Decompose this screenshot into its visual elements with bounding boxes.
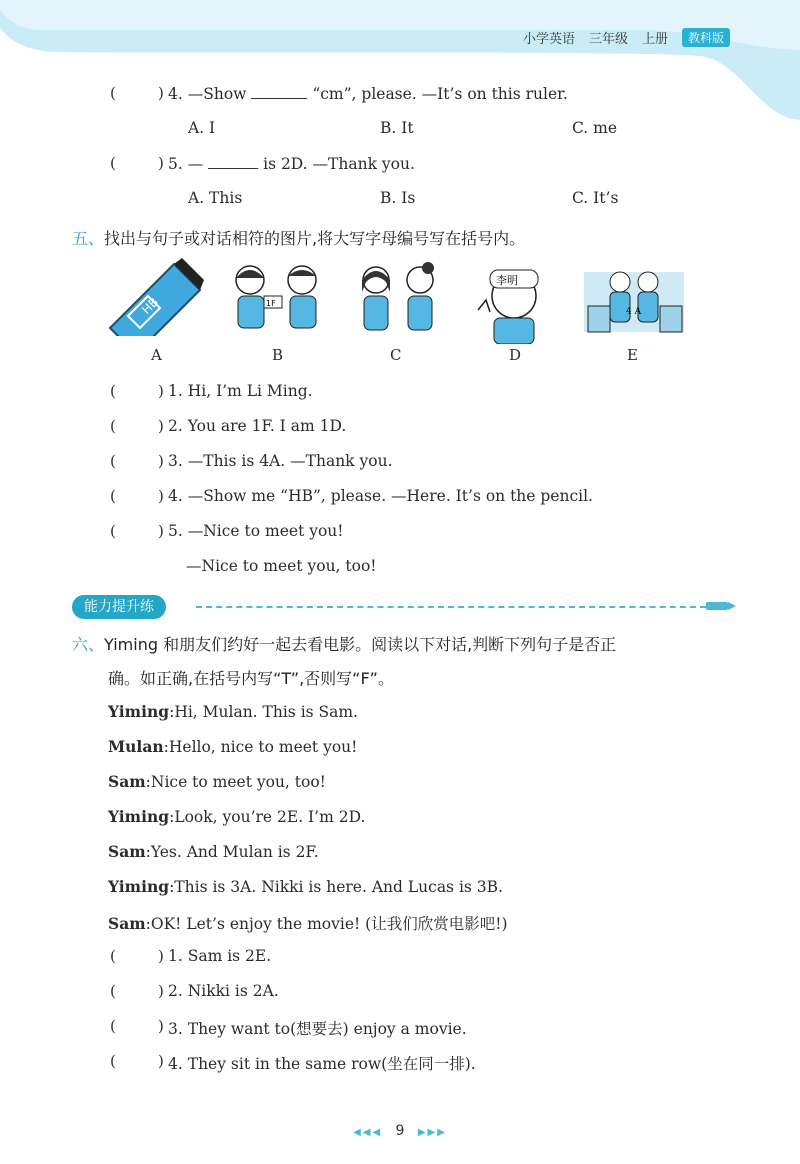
pencil-hb-text: HB [139, 294, 162, 317]
question-text-after: “cm”, please. —It’s on this ruler. [312, 85, 568, 103]
dialogue-line [108, 737, 357, 756]
answer-paren-close: ) [158, 982, 164, 1000]
header-subject: 小学英语 [522, 32, 575, 47]
item-number: 1. [168, 382, 183, 400]
page-footer [0, 1123, 800, 1139]
dialogue-line [108, 842, 319, 861]
judge-item-1 [168, 947, 271, 965]
answer-paren-open: ( [110, 487, 116, 505]
item-text: —This is 4A. —Thank you. [187, 452, 393, 470]
right-arrows-icon: ▶▶▶ [417, 1127, 447, 1138]
answer-paren-open: ( [110, 382, 116, 400]
item-text: —Nice to meet you! [187, 522, 344, 540]
match-item-1 [168, 382, 313, 400]
item-number: 2. [168, 982, 183, 1000]
colon: : [163, 738, 169, 756]
colon: : [145, 915, 151, 933]
fill-blank[interactable] [251, 84, 307, 99]
item-text: They want to(想要去) enjoy a movie. [187, 1020, 467, 1038]
section-title-line2: 确。如正确,在括号内写“T”,否则写“F”。 [108, 669, 394, 688]
dialogue-line [108, 702, 358, 721]
answer-paren-close: ) [158, 1052, 164, 1070]
dialogue-line [108, 807, 365, 826]
dialogue-line [108, 772, 326, 791]
picture-label-c: C [390, 346, 402, 364]
answer-paren-close: ) [158, 84, 164, 102]
ticket-1f-text: 1F [266, 299, 276, 308]
answer-paren-close: ) [158, 1017, 164, 1035]
item-number: 4. [168, 1055, 183, 1073]
answer-paren-close: ) [158, 487, 164, 505]
match-item-5 [168, 522, 344, 540]
answer-paren-close: ) [158, 417, 164, 435]
option-a: A. This [188, 189, 243, 207]
item-text: —Show me “HB”, please. —Here. It’s on the pencil. [187, 487, 593, 505]
item-number: 4. [168, 487, 183, 505]
left-arrows-icon: ◀◀◀ [353, 1127, 383, 1138]
section-title: 找出与句子或对话相符的图片,将大写字母编号写在括号内。 [104, 229, 526, 248]
section-number: 六、 [72, 635, 105, 654]
answer-paren-close: ) [158, 947, 164, 965]
cap-name-text: 李明 [496, 274, 518, 287]
utterance: This is 3A. Nikki is here. And Lucas is 3B. [174, 878, 503, 896]
dialogue-line [108, 912, 508, 934]
pencil-hb-picture [108, 258, 204, 342]
item-number: 1. [168, 947, 183, 965]
utterance: Hello, nice to meet you! [168, 738, 358, 756]
header-grade: 三年级 [588, 32, 628, 47]
answer-paren-close: ) [158, 154, 164, 172]
item-text: Nikki is 2A. [187, 982, 279, 1000]
speaker: Mulan [108, 737, 164, 756]
two-girls-picture [350, 262, 446, 342]
section-6-heading [72, 632, 616, 655]
speaker: Yiming [108, 702, 170, 721]
header-volume: 上册 [641, 32, 668, 47]
header-info [523, 28, 730, 47]
picture-label-d: D [509, 346, 522, 364]
item-number: 3. [168, 452, 183, 470]
answer-paren-open: ( [110, 1052, 116, 1070]
judge-item-4 [168, 1052, 476, 1074]
answer-paren-open: ( [110, 417, 116, 435]
speaker: Sam [108, 772, 146, 791]
colon: : [145, 773, 151, 791]
utterance: Yes. And Mulan is 2F. [150, 843, 319, 861]
item-number: 2. [168, 417, 183, 435]
option-a: A. I [188, 119, 216, 137]
speaker: Yiming [108, 807, 170, 826]
picture-label-e: E [627, 346, 638, 364]
cinema-seats-picture [584, 262, 684, 342]
question-text-before: —Show [187, 85, 247, 103]
question-text-before: — [187, 155, 204, 173]
speaker: Yiming [108, 877, 170, 896]
answer-paren-open: ( [110, 84, 116, 102]
colon: : [169, 878, 175, 896]
answer-paren-open: ( [110, 452, 116, 470]
seat-4a-text: 4 A [626, 307, 642, 317]
section-number: 五、 [72, 229, 105, 248]
speaker: Sam [108, 842, 146, 861]
option-c: C. It’s [572, 189, 619, 207]
section-title-line1: Yiming 和朋友们约好一起去看电影。阅读以下对话,判断下列句子是否正 [104, 635, 617, 654]
question-number: 4. [168, 85, 183, 103]
option-b: B. Is [380, 189, 416, 207]
colon: : [169, 808, 175, 826]
answer-paren-close: ) [158, 452, 164, 470]
match-item-4 [168, 487, 593, 505]
item-text: Sam is 2E. [187, 947, 272, 965]
ability-practice-band: 能力提升练 [72, 595, 166, 619]
answer-paren-open: ( [110, 947, 116, 965]
band-dashed-line [196, 606, 706, 608]
answer-paren-close: ) [158, 522, 164, 540]
utterance: OK! Let’s enjoy the movie! (让我们欣赏电影吧!) [150, 915, 508, 933]
utterance: Look, you’re 2E. I’m 2D. [174, 808, 366, 826]
match-item-5-line2: —Nice to meet you, too! [186, 557, 377, 575]
option-c: C. me [572, 119, 618, 137]
item-text: Hi, I’m Li Ming. [187, 382, 313, 400]
item-number: 3. [168, 1020, 183, 1038]
pencil-icon [706, 600, 736, 612]
judge-item-3 [168, 1017, 467, 1039]
colon: : [145, 843, 151, 861]
dialogue-line [108, 877, 503, 896]
speaker: Sam [108, 914, 146, 933]
li-ming-picture [474, 260, 560, 344]
utterance: Nice to meet you, too! [150, 773, 326, 791]
utterance: Hi, Mulan. This is Sam. [174, 703, 359, 721]
picture-label-b: B [272, 346, 284, 364]
match-item-3 [168, 452, 393, 470]
fill-blank[interactable] [208, 154, 258, 169]
question-text-after: is 2D. —Thank you. [263, 155, 415, 173]
judge-item-2 [168, 982, 279, 1000]
answer-paren-open: ( [110, 154, 116, 172]
page-number: 9 [395, 1123, 405, 1139]
answer-paren-open: ( [110, 1017, 116, 1035]
two-kids-1f-picture [226, 262, 330, 342]
answer-paren-open: ( [110, 982, 116, 1000]
answer-paren-close: ) [158, 382, 164, 400]
header-wave-background [0, 0, 800, 130]
question-4 [168, 84, 568, 103]
item-number: 5. [168, 522, 183, 540]
header-edition-badge: 教科版 [682, 28, 730, 47]
answer-paren-open: ( [110, 522, 116, 540]
picture-label-a: A [151, 346, 162, 364]
item-text: You are 1F. I am 1D. [187, 417, 347, 435]
match-item-2 [168, 417, 346, 435]
colon: : [169, 703, 175, 721]
question-number: 5. [168, 155, 183, 173]
item-text: They sit in the same row(坐在同一排). [187, 1055, 476, 1073]
section-5-heading [72, 226, 525, 249]
option-b: B. It [380, 119, 414, 137]
question-5 [168, 154, 415, 173]
